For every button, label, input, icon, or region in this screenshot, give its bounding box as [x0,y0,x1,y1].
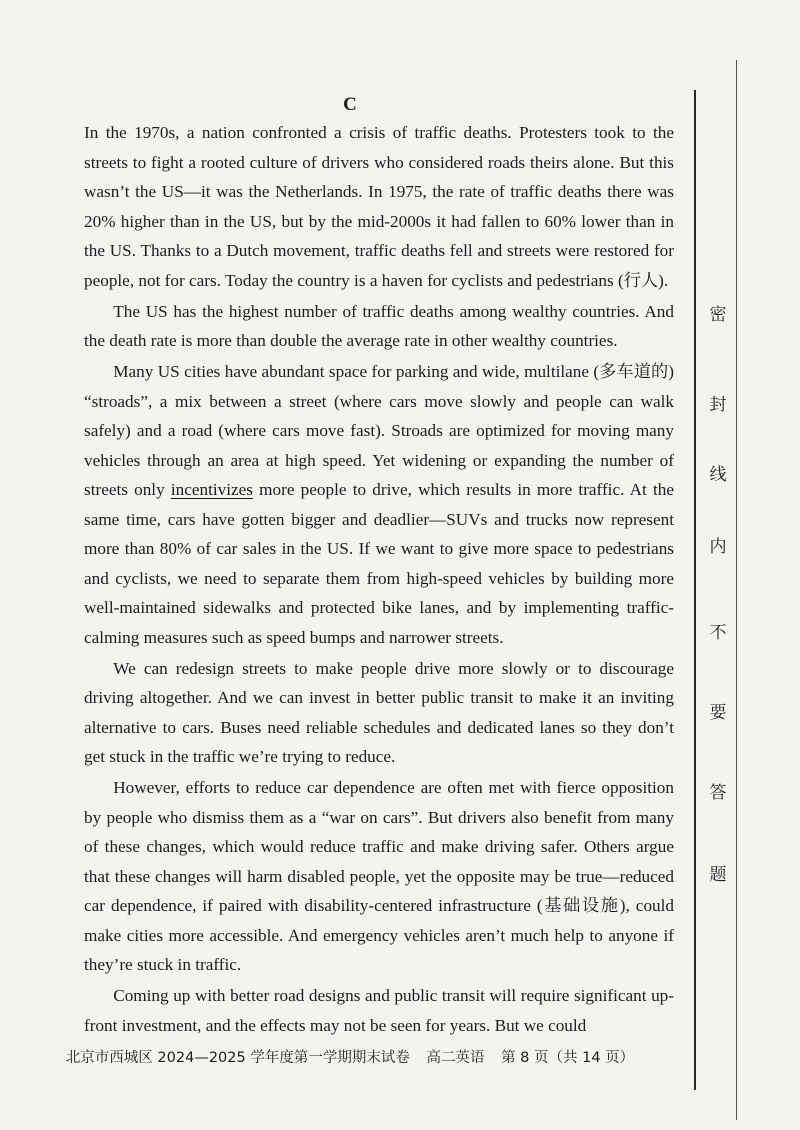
paragraph-2: The US has the highest number of traffic deaths among wealthy countries. And the death rate is more than double the average rate in other wealthy countries. [84,301,674,350]
footer-exam-title: 北京市西城区 2024—2025 学年度第一学期期末试卷 [65,1050,410,1066]
footer-subject: 高二英语 [426,1050,485,1066]
paragraph-5: However, efforts to reduce car dependence are often met with fierce opposition by people who dismiss them as a “war on cars”. But drivers also benefit from many of these changes, which would reduce traffic and make driving safer. Others argue that these changes will harm disabled people, yet the opposite may be true—reduced car dependence, if paired with disability-centered infrastructure (基础设施), could make cities more accessible. And emergency vehicles aren’t much help to anyone if they’re stuck in traffic. [84,778,674,974]
seal-char: 答 [709,783,727,803]
binding-edge-line [736,60,737,1120]
paragraph-3 [84,357,674,652]
seal-char: 线 [709,465,727,485]
binding-line [694,90,696,1090]
seal-char: 不 [709,623,727,643]
seal-char: 要 [709,703,727,723]
seal-char: 封 [709,395,727,415]
reading-passage [84,118,674,1042]
seal-char: 题 [709,865,727,885]
paragraph-6: Coming up with better road designs and public transit will require significant up-front investment, and the effects may not be seen for years. But we could [84,986,674,1035]
paragraph-3-part-2: more people to drive, which results in more traffic. At the same time, cars have gotten bigger and deadlier—SUVs and trucks now represent more than 80% of car sales in the US. If we want to give more space to pedestrians and cyclists, we need to separate them from high-speed vehicles by building more well-maintained sidewalks and protected bike lanes, and by implementing traffic-calming measures such as speed bumps and narrower streets. [84,480,675,647]
footer-page-number: 第 8 页（共 14 页） [501,1050,635,1066]
seal-char: 密 [709,305,727,325]
paragraph-3-part-1: Many US cities have abundant space for parking and wide, multilane (多车道的) “stroads”, a mix between a street (where cars move slowly and people can walk safely) and a road (where cars move fast). Stroads are optimized for moving many vehicles through an area at high speed. Yet widening or expanding the number of streets only [84,362,674,499]
paragraph-1: In the 1970s, a nation confronted a crisis of traffic deaths. Protesters took to the streets to fight a rooted culture of drivers who considered roads theirs alone. But this wasn’t the US—it was the Netherlands. In 1975, the rate of traffic deaths there was 20% higher than in the US, but by the mid-2000s it had fallen to 60% lower than in the US. Thanks to a Dutch movement, traffic deaths fell and streets were restored for people, not for cars. Today the country is a haven for cyclists and pedestrians (行人). [84,123,674,290]
paragraph-4: We can redesign streets to make people drive more slowly or to discourage driving altogether. And we can invest in better public transit to make it an inviting alternative to cars. Buses need reliable schedules and dedicated lanes so they don’t get stuck in the traffic we’re trying to reduce. [84,658,674,766]
underlined-word: incentivizes [170,480,253,499]
page-footer [0,1046,700,1067]
seal-char: 内 [709,537,727,557]
section-heading: C [343,94,357,115]
